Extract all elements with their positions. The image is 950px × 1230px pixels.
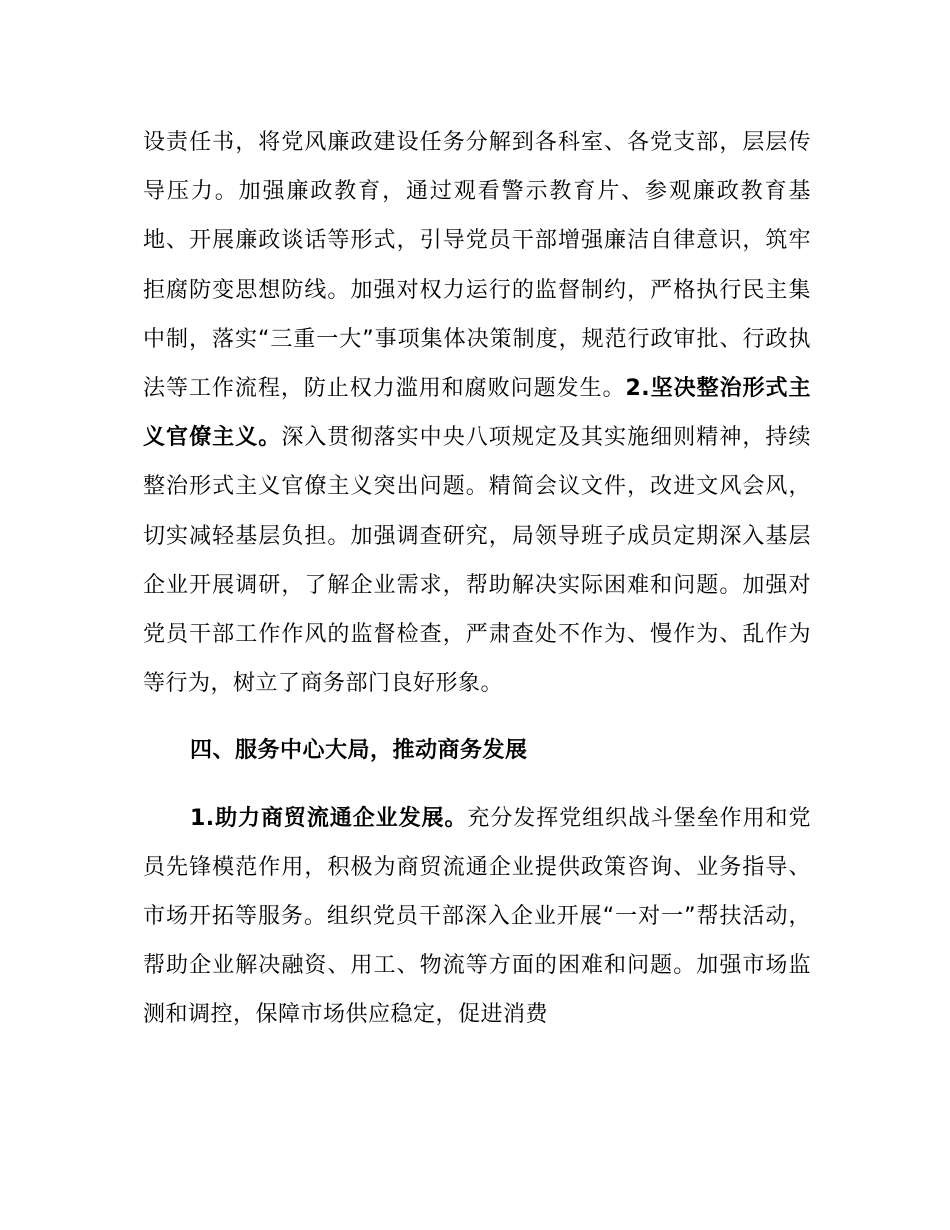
subheading-commerce: 1.助力商贸流通企业发展。	[190, 805, 468, 831]
paragraph-text: 设责任书，将党风廉政建设任务分解到各科室、各党支部，层层传导压力。加强廉政教育，通过观看警示教育片、参观廉政教育基地、开展廉政谈话等形式，引导党员干部增强廉洁自律意识，筑牢拒腐防变思想防线。加强对权力运行的监督制约，严格执行民主集中制，落实“三重一大”事项集体决策制度，规范行政审批、行政执法等工作流程，防止权力滥用和腐败问题发生。	[143, 130, 811, 402]
paragraph-text-continued: 深入贯彻落实中央八项规定及其实施细则精神，持续整治形式主义官僚主义突出问题。精简会议文件，改进文风会风，切实减轻基层负担。加强调查研究，局领导班子成员定期深入基层企业开展调研，了解企业需求，帮助解决实际困难和问题。加强对党员干部工作作风的监督检查，严肃查处不作为、慢作为、乱作为等行为，树立了商务部门良好形象。	[143, 425, 811, 697]
subheading-formalism: 2.坚决整治形式主义官僚主义。	[143, 376, 811, 451]
paragraph-commerce-support	[143, 794, 811, 1040]
document-body	[143, 118, 811, 1040]
paragraph-text: 充分发挥党组织战斗堡垒作用和党员先锋模范作用，积极为商贸流通企业提供政策咨询、业务指导、市场开拓等服务。组织党员干部深入企业开展“一对一”帮扶活动，帮助企业解决融资、用工、物流等方面的困难和问题。加强市场监测和调控，保障市场供应稳定，促进消费	[143, 805, 811, 1028]
paragraph-party-conduct	[143, 118, 811, 708]
section-heading: 四、服务中心大局，推动商务发展	[190, 738, 528, 764]
